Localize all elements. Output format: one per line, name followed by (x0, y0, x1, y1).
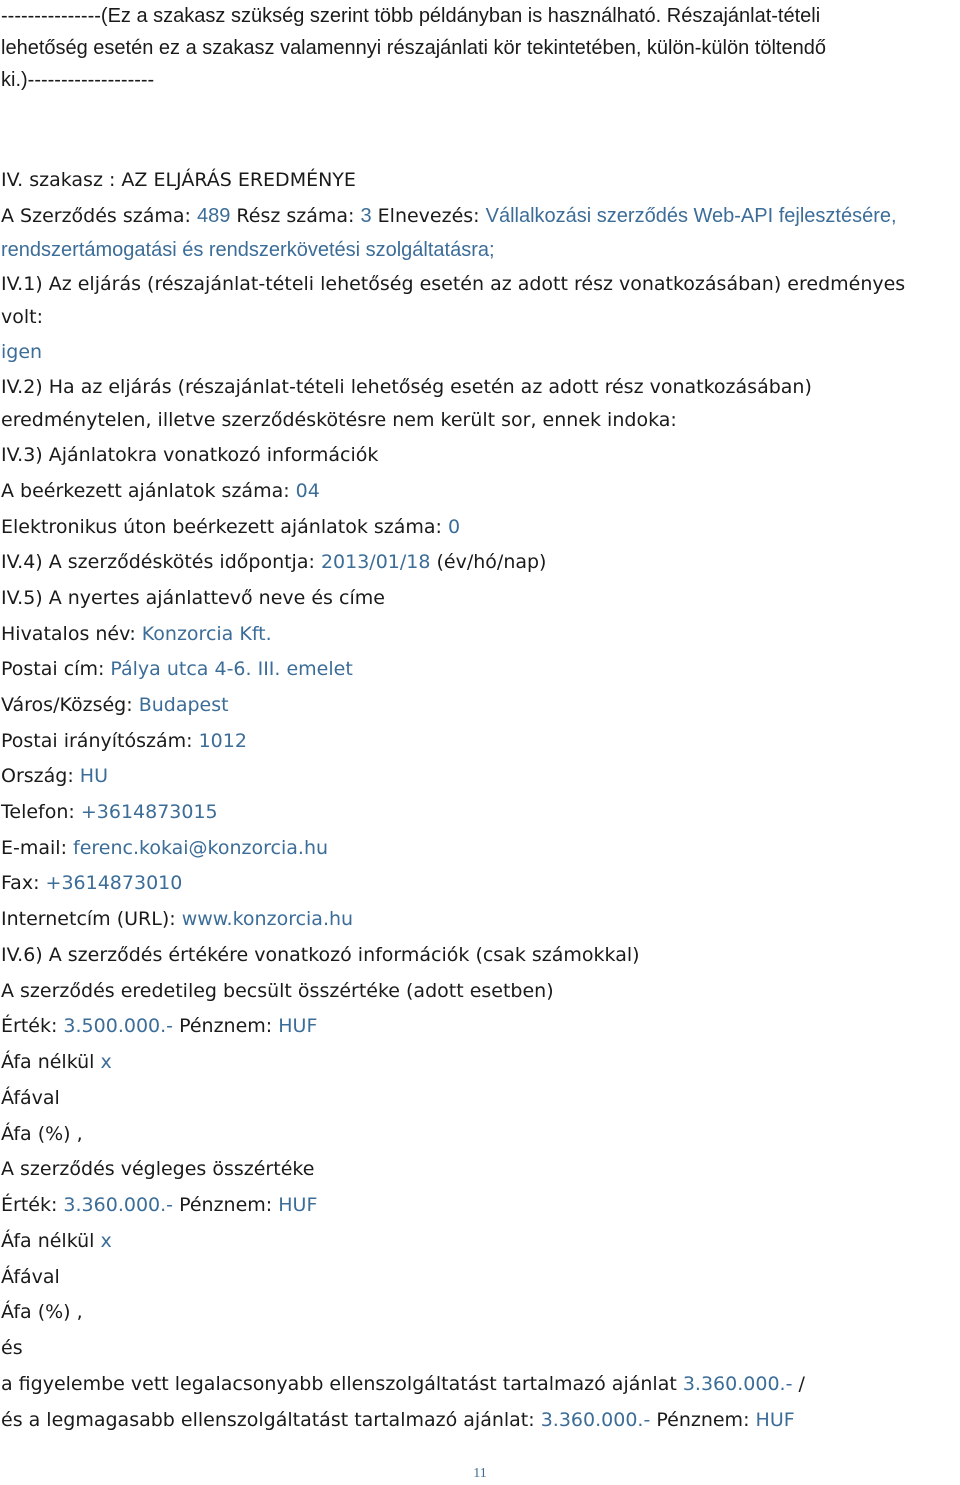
received-label: A beérkezett ajánlatok száma: (1, 480, 290, 502)
final-value-row (1, 1188, 956, 1222)
section-title: IV. szakasz : AZ ELJÁRÁS EREDMÉNYE (1, 169, 356, 191)
estimated-currency: HUF (278, 1015, 318, 1037)
country-value: HU (79, 765, 108, 787)
highest-offer-value: 3.360.000.- (540, 1409, 651, 1431)
final-currency: HUF (278, 1194, 318, 1216)
iv5-city-row (1, 688, 956, 722)
estimated-value-row (1, 1009, 956, 1043)
address-value: Pálya utca 4-6. III. emelet (110, 658, 353, 680)
fax-label: Fax: (1, 872, 40, 894)
contract-name-line-2: rendszertámogatási és rendszerkövetési szolgáltatásra; (1, 239, 495, 261)
electronic-value: 0 (448, 516, 461, 538)
iv5-phone-row (1, 795, 956, 829)
intro-line-2: lehetőség esetén ez a szakasz valamennyi részajánlati kör tekintetében, külön-külön töltendő (1, 37, 826, 59)
page-number: 11 (473, 1466, 487, 1481)
iv6-title: IV.6) A szerződés értékére vonatkozó információk (csak számokkal) (1, 944, 640, 966)
lowest-offer-value: 3.360.000.- (682, 1373, 793, 1395)
iv3-title: IV.3) Ajánlatokra vonatkozó információk (1, 444, 379, 466)
estimated-vat-excl-row (1, 1045, 956, 1079)
iv4-label: IV.4) A szerződéskötés időpontja: (1, 551, 315, 573)
estimated-vat-excl-label: Áfa nélkül (1, 1051, 95, 1073)
iv4-row (1, 545, 956, 579)
lowest-offer-slash: / (798, 1373, 805, 1395)
iv1-label-line-1: IV.1) Az eljárás (részajánlat-tételi lehetőség esetén az adott rész vonatkozásában) eredményes (1, 273, 906, 295)
estimated-vat-pct-label: Áfa (%) , (1, 1123, 83, 1145)
final-vat-pct-label: Áfa (%) , (1, 1301, 83, 1323)
phone-label: Telefon: (1, 801, 75, 823)
url-value: www.konzorcia.hu (181, 908, 354, 930)
city-label: Város/Község: (1, 694, 133, 716)
electronic-label: Elektronikus úton beérkezett ajánlatok száma: (1, 516, 442, 538)
iv5-address-row (1, 652, 956, 686)
final-vat-excl-row (1, 1224, 956, 1258)
final-vat-incl-label: Áfával (1, 1266, 60, 1288)
email-label: E-mail: (1, 837, 67, 859)
highest-offer-row (1, 1403, 956, 1437)
official-name: Konzorcia Kft. (141, 623, 272, 645)
iv1-label-line-2: volt: (1, 306, 43, 328)
contract-line-1 (1, 199, 956, 233)
intro-line-1: ---------------(Ez a szakasz szükség szerint több példányban is használható. Részajánlat-tételi (1, 5, 821, 27)
contract-number: 489 (196, 205, 231, 227)
iv5-name-row (1, 617, 956, 651)
iv5-email-row (1, 831, 956, 865)
iv5-title: IV.5) A nyertes ajánlattevő neve és címe (1, 587, 385, 609)
contract-number-label: A Szerződés száma: (1, 205, 191, 227)
phone-value: +3614873015 (80, 801, 218, 823)
highest-offer-label: és a legmagasabb ellenszolgáltatást tartalmazó ajánlat: (1, 1409, 535, 1431)
zip-value: 1012 (198, 730, 247, 752)
email-value: ferenc.kokai@konzorcia.hu (73, 837, 329, 859)
country-label: Ország: (1, 765, 74, 787)
contract-part-label: Rész száma: (236, 205, 355, 227)
lowest-offer-row (1, 1367, 956, 1401)
final-value-label: Érték: (1, 1194, 58, 1216)
final-vat-excl-label: Áfa nélkül (1, 1230, 95, 1252)
estimated-value: 3.500.000.- (63, 1015, 174, 1037)
estimated-value-label: Érték: (1, 1015, 58, 1037)
official-name-label: Hivatalos név: (1, 623, 136, 645)
estimated-vat-incl-label: Áfával (1, 1087, 60, 1109)
highest-currency-label: Pénznem: (656, 1409, 750, 1431)
final-value: 3.360.000.- (63, 1194, 174, 1216)
city-value: Budapest (138, 694, 229, 716)
iv2-label-line-1: IV.2) Ha az eljárás (részajánlat-tételi lehetőség esetén az adott rész vonatkozásában) (1, 376, 812, 398)
final-vat-excl-mark: x (100, 1230, 112, 1252)
and-label: és (1, 1337, 23, 1359)
estimated-currency-label: Pénznem: (179, 1015, 273, 1037)
iv1-value: igen (1, 341, 43, 363)
final-title: A szerződés végleges összértéke (1, 1158, 315, 1180)
final-currency-label: Pénznem: (179, 1194, 273, 1216)
estimated-title: A szerződés eredetileg becsült összértéke (adott esetben) (1, 980, 554, 1002)
iv5-country-row (1, 759, 956, 793)
url-label: Internetcím (URL): (1, 908, 176, 930)
zip-label: Postai irányítószám: (1, 730, 193, 752)
iv4-date: 2013/01/18 (320, 551, 431, 573)
contract-part: 3 (360, 205, 372, 227)
contract-name-label: Elnevezés: (377, 205, 480, 227)
contract-name-line-1: Vállalkozási szerződés Web-API fejlesztésére, (485, 205, 897, 227)
received-value: 04 (295, 480, 320, 502)
highest-currency: HUF (755, 1409, 795, 1431)
address-label: Postai cím: (1, 658, 105, 680)
iv5-zip-row (1, 724, 956, 758)
iv5-fax-row (1, 866, 956, 900)
iv4-format: (év/hó/nap) (436, 551, 547, 573)
contract-line-2 (1, 233, 956, 267)
intro-line-3: ki.)------------------- (1, 69, 155, 91)
estimated-vat-excl-mark: x (100, 1051, 112, 1073)
iv3-received-row (1, 474, 956, 508)
iv5-url-row (1, 902, 956, 936)
iv2-label-line-2: eredménytelen, illetve szerződéskötésre nem került sor, ennek indoka: (1, 409, 677, 431)
iv3-electronic-row (1, 510, 956, 544)
lowest-offer-label: a figyelembe vett legalacsonyabb ellenszolgáltatást tartalmazó ajánlat (1, 1373, 677, 1395)
fax-value: +3614873010 (45, 872, 183, 894)
